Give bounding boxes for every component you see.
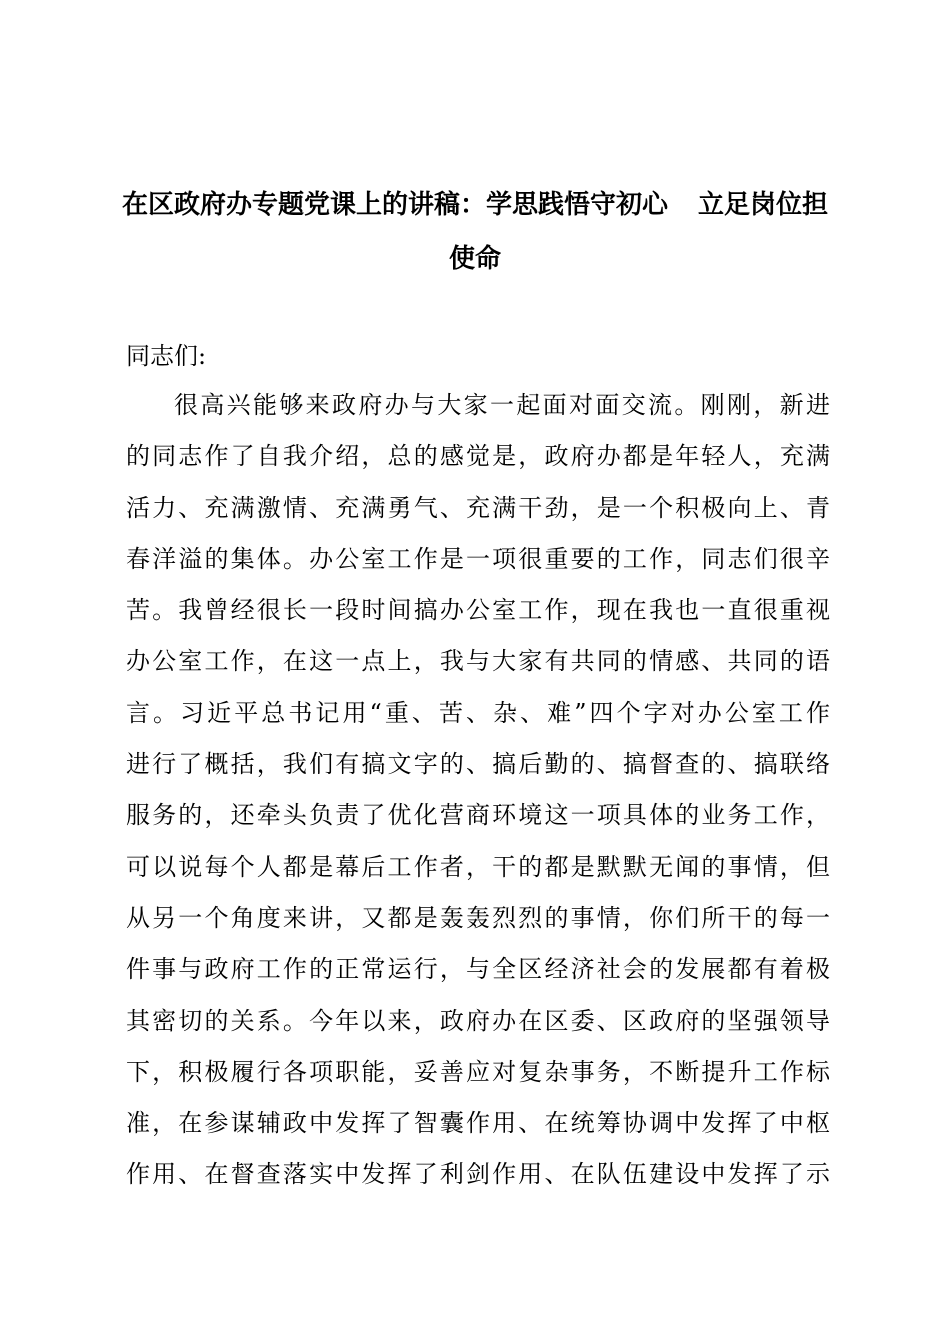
salutation: 同志们: [126, 342, 207, 370]
body-line: 可以说每个人都是幕后工作者，干的都是默默无闻的事情，但 [126, 852, 830, 881]
document-title [120, 178, 830, 286]
body-line: 其密切的关系。今年以来，政府办在区委、区政府的坚强领导 [126, 1006, 830, 1035]
body-line: 苦。我曾经很长一段时间搞办公室工作，现在我也一直很重视 [126, 596, 830, 625]
body-line: 下，积极履行各项职能，妥善应对复杂事务，不断提升工作标 [126, 1057, 830, 1086]
body-line: 的同志作了自我介绍，总的感觉是，政府办都是年轻人，充满 [126, 442, 830, 471]
body-line: 活力、充满激情、充满勇气、充满干劲，是一个积极向上、青 [126, 493, 830, 522]
title-part-2: 立足岗位担 [698, 190, 829, 220]
title-part-1: 在区政府办专题党课上的讲稿：学思践悟守初心 [121, 190, 668, 220]
body-line: 办公室工作，在这一点上，我与大家有共同的情感、共同的语 [126, 647, 830, 676]
body-line: 很高兴能够来政府办与大家一起面对面交流。刚刚，新进 [174, 391, 830, 419]
body-paragraph [126, 380, 830, 1201]
body-line: 服务的，还牵头负责了优化营商环境这一项具体的业务工作， [126, 801, 830, 830]
body-line: 从另一个角度来讲，又都是轰轰烈烈的事情，你们所干的每一 [126, 903, 830, 932]
body-line: 件事与政府工作的正常运行，与全区经济社会的发展都有着极 [126, 955, 830, 984]
body-line: 春洋溢的集体。办公室工作是一项很重要的工作，同志们很辛 [126, 544, 830, 573]
title-line-1 [120, 178, 830, 232]
body-line: 进行了概括，我们有搞文字的、搞后勤的、搞督查的、搞联络 [126, 750, 830, 779]
title-line-2: 使命 [448, 244, 501, 274]
body-line: 准，在参谋辅政中发挥了智囊作用、在统筹协调中发挥了中枢 [126, 1109, 830, 1138]
body-line: 作用、在督查落实中发挥了利剑作用、在队伍建设中发挥了示 [126, 1160, 830, 1189]
body-line: 言。习近平总书记用“重、苦、杂、难”四个字对办公室工作 [126, 698, 830, 727]
